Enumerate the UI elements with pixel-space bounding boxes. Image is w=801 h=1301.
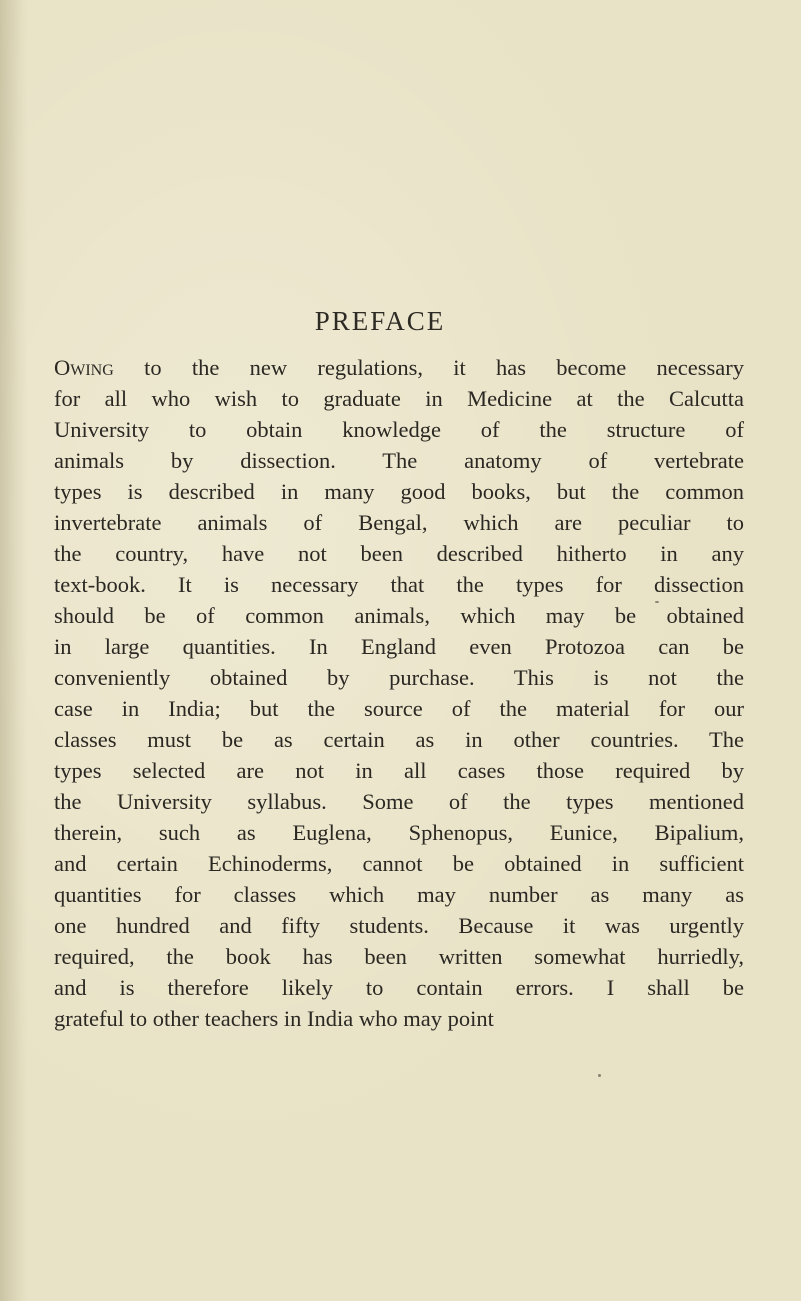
text-line: case in India; but the source of the material for our	[54, 696, 744, 721]
text-line: classes must be as certain as in other countries. The	[54, 727, 744, 752]
text-line: the University syllabus. Some of the types mentioned	[54, 789, 744, 814]
text-line: the country, have not been described hitherto in any	[54, 541, 744, 566]
paper-speck	[598, 1074, 601, 1077]
text-line: should be of common animals, which may be obtained	[54, 603, 744, 628]
text-line: for all who wish to graduate in Medicine at the Calcutta	[54, 386, 744, 411]
opening-word: Owing	[54, 355, 114, 380]
text-line: one hundred and fifty students. Because it was urgently	[54, 913, 744, 938]
preface-body	[54, 352, 744, 1034]
text-line: animals by dissection. The anatomy of vertebrate	[54, 448, 744, 473]
paper-speck	[655, 601, 659, 603]
text-line: types is described in many good books, but the common	[54, 479, 744, 504]
text-line: grateful to other teachers in India who may point	[54, 1006, 494, 1031]
text-line: quantities for classes which may number as many as	[54, 882, 744, 907]
page-gutter-shadow	[0, 0, 28, 1301]
text-line	[54, 352, 744, 383]
text-line: in large quantities. In England even Protozoa can be	[54, 634, 744, 659]
text-line: text-book. It is necessary that the types for dissection	[54, 572, 744, 597]
page-title: PREFACE	[314, 306, 446, 336]
text-line: invertebrate animals of Bengal, which are peculiar to	[54, 510, 744, 535]
text-line: types selected are not in all cases those required by	[54, 758, 744, 783]
text-line: required, the book has been written somewhat hurriedly,	[54, 944, 744, 969]
text-line: University to obtain knowledge of the structure of	[54, 417, 744, 442]
text-line: therein, such as Euglena, Sphenopus, Eunice, Bipalium,	[54, 820, 744, 845]
text-line: and certain Echinoderms, cannot be obtained in sufficient	[54, 851, 744, 876]
text-line: conveniently obtained by purchase. This is not the	[54, 665, 744, 690]
text-line: and is therefore likely to contain errors. I shall be	[54, 975, 744, 1000]
text-line-content: to the new regulations, it has become necessary	[113, 355, 744, 380]
